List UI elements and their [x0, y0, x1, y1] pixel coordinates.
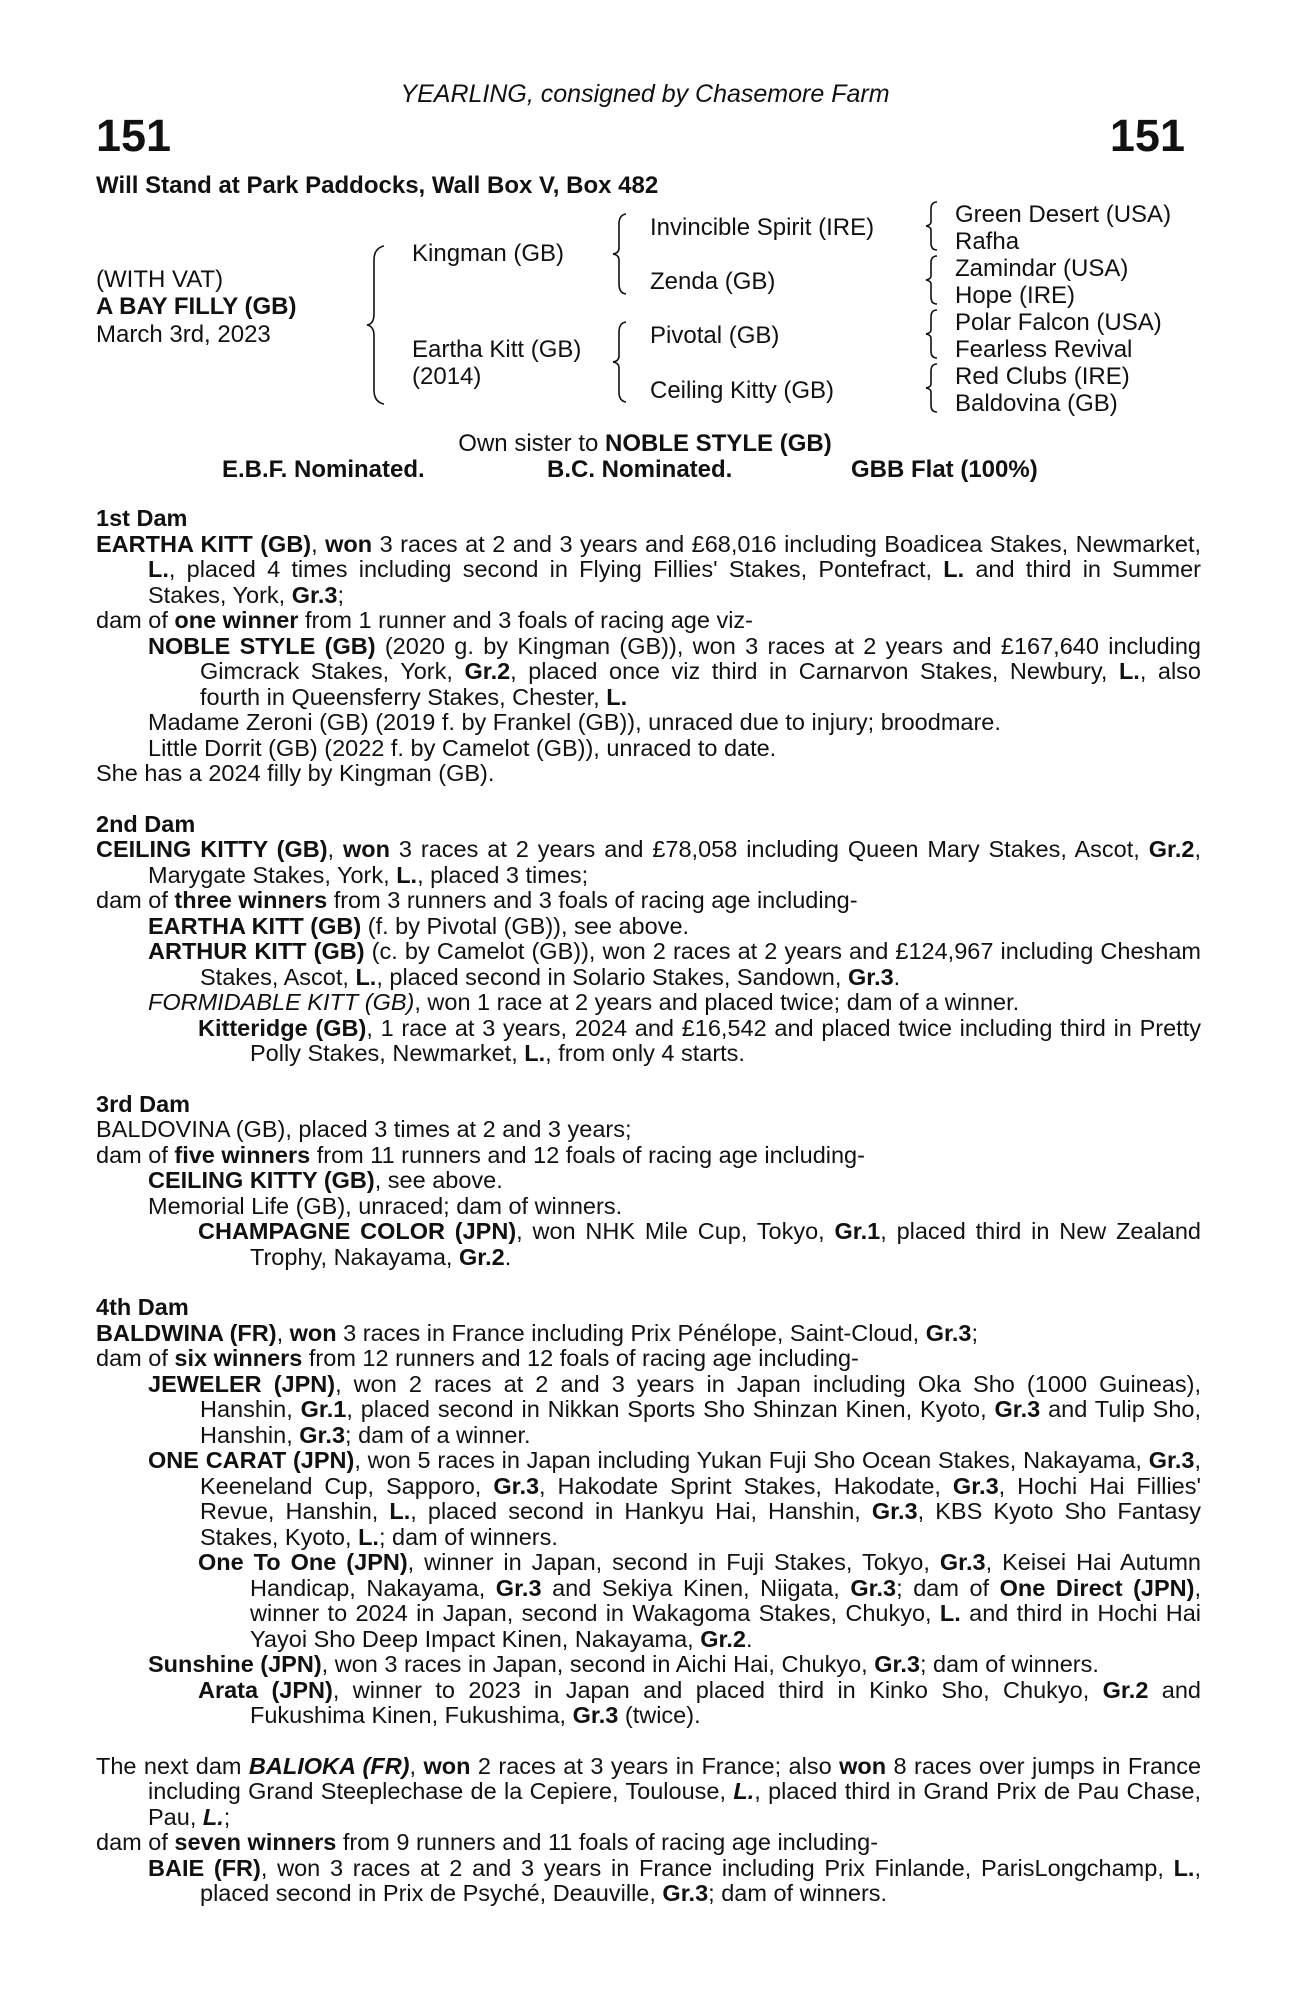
- text: Gr.3: [662, 1880, 709, 1906]
- text: won: [839, 1752, 887, 1779]
- text: L.: [358, 1523, 379, 1550]
- text: Kitteridge (GB): [198, 1014, 367, 1041]
- own-sister-name: NOBLE STYLE (GB): [605, 430, 832, 457]
- text: Gr.3: [847, 963, 894, 990]
- dam1-name: EARTHA KITT (GB): [96, 530, 312, 557]
- consignor-subtitle: YEARLING, consigned by Chasemore Farm: [400, 80, 890, 108]
- text: and third in Hochi Hai Yayoi Sho Deep Impact Kinen, Nakayama,: [250, 1600, 1202, 1652]
- text: L.: [389, 1498, 411, 1524]
- pedigree-gen3-2: Rafha: [955, 228, 1020, 255]
- pedigree-gen2-3: Pivotal (GB): [650, 322, 780, 349]
- dam-lines: [96, 506, 1201, 1907]
- text: seven winners: [174, 1829, 337, 1855]
- dam1-line-1: [96, 532, 1201, 609]
- own-sister-note: [0, 430, 1290, 458]
- dam2-line-6: [96, 1016, 1201, 1067]
- text: EARTHA KITT (GB): [148, 912, 362, 939]
- text: .: [504, 1243, 512, 1270]
- dam3-line-2: [96, 1143, 1201, 1169]
- text: The next dam: [96, 1752, 249, 1779]
- text: , won NHK Mile Cup, Tokyo,: [516, 1218, 835, 1244]
- text: , Keeneland Cup, Sapporo,: [200, 1447, 1202, 1499]
- text: , Marygate Stakes, York,: [148, 836, 1201, 888]
- text: , winner to 2023 in Japan and placed third in Kinko Sho, Chukyo,: [332, 1676, 1103, 1703]
- text: .: [745, 1625, 753, 1652]
- text: , won 2 races at 2 and 3 years in Japan including Oka Sho (1000 Guineas), Hanshin,: [200, 1370, 1201, 1422]
- text: 3 races in France including Prix Pénélope, Saint-Cloud,: [336, 1319, 926, 1346]
- dam1-line-6: She has a 2024 filly by Kingman (GB).: [96, 760, 495, 786]
- text: ;: [223, 1803, 231, 1830]
- text: (f. by Pivotal (GB)), see above.: [361, 912, 690, 939]
- pedigree-gen3-8: Baldovina (GB): [955, 390, 1118, 417]
- text: 2 races at 3 years in France; also: [470, 1752, 840, 1779]
- dam3-line-3: [96, 1168, 1201, 1194]
- text: won: [342, 836, 390, 862]
- text: from 12 runners and 12 foals of racing age including-: [302, 1345, 859, 1371]
- text: one winner: [174, 607, 299, 633]
- pedigree-gen3-1: Green Desert (USA): [955, 201, 1172, 228]
- text: , from only 4 starts.: [545, 1040, 745, 1066]
- text: Gr.2: [458, 1243, 505, 1270]
- text: , placed 3 times;: [417, 861, 589, 888]
- next-dam-line-1: [96, 1754, 1201, 1831]
- pedigree-brace-g3-2: [924, 254, 940, 306]
- text: and Fukushima Kinen, Fukushima,: [250, 1676, 1201, 1728]
- ebf-nomination: E.B.F. Nominated.: [222, 456, 425, 483]
- text: and Sekiya Kinen, Niigata,: [541, 1574, 851, 1601]
- dam1-line-5: Little Dorrit (GB) (2022 f. by Camelot (GB)), unraced to date.: [148, 734, 777, 761]
- dam4-line-3: [96, 1372, 1201, 1449]
- text: from 11 runners and 12 foals of racing age including-: [310, 1141, 865, 1168]
- bc-nomination: B.C. Nominated.: [547, 456, 733, 483]
- text: (c. by Camelot (GB)), won 2 races at 2 years and £124,967 including Chesham Stakes, Ascot,: [200, 938, 1201, 990]
- text: from 1 runner and 3 foals of racing age viz-: [298, 607, 753, 633]
- text: BAIE (FR): [148, 1854, 261, 1881]
- dam3-heading: 3rd Dam: [96, 1090, 191, 1117]
- text: (2020 g. by Kingman (GB)), won 3 races at 2 years and £167,640 including Gimcrack Stakes, York,: [200, 632, 1201, 684]
- text: Gr.2: [700, 1625, 746, 1652]
- text: Gr.3: [572, 1702, 619, 1728]
- text: six winners: [174, 1345, 303, 1371]
- text: and Tulip Sho, Hanshin,: [200, 1396, 1201, 1448]
- spacer: [96, 1270, 1201, 1295]
- text: ; dam of: [896, 1574, 1000, 1601]
- text: dam of: [96, 1345, 175, 1371]
- text: and third in Summer Stakes, York,: [148, 556, 1201, 608]
- spacer: [96, 1067, 1201, 1092]
- dam4-line-6: [96, 1652, 1201, 1678]
- dam-name: Eartha Kitt (GB): [412, 336, 582, 363]
- text: , placed third in New Zealand Trophy, Nakayama,: [250, 1218, 1201, 1270]
- text: Gr.3: [850, 1574, 897, 1601]
- text: , also fourth in Queensferry Stakes, Chester,: [200, 658, 1202, 710]
- text: Gr.3: [939, 1549, 986, 1575]
- lot-number-right: 151: [1109, 110, 1185, 161]
- text: Gr.1: [834, 1218, 881, 1244]
- text: 3 races at 2 years and £78,058 including Queen Mary Stakes, Ascot,: [389, 836, 1149, 862]
- text: ; dam of winners.: [919, 1651, 1099, 1677]
- dam3-line-1: BALDOVINA (GB), placed 3 times at 2 and 3 years;: [96, 1116, 632, 1142]
- text: , 1 race at 3 years, 2024 and £16,542 and placed twice including third in Pretty Polly Stakes, Newmarket,: [250, 1014, 1201, 1066]
- dam1-line-4: Madame Zeroni (GB) (2019 f. by Frankel (GB)), unraced due to injury; broodmare.: [148, 709, 1001, 735]
- dam4-line-5: [96, 1550, 1201, 1652]
- text: FORMIDABLE KITT (GB): [148, 989, 415, 1015]
- text: BALIOKA (FR): [248, 1752, 410, 1779]
- text: Gr.3: [871, 1498, 918, 1524]
- text: , see above.: [374, 1167, 503, 1193]
- text: ; dam of a winner.: [345, 1421, 531, 1448]
- text: won: [289, 1319, 337, 1346]
- text: , Keisei Hai Autumn Handicap, Nakayama,: [250, 1549, 1202, 1601]
- text: , placed once viz third in Carnarvon Stakes, Newbury,: [510, 658, 1119, 684]
- dam2-line-1: [96, 837, 1201, 888]
- text: Gr.2: [1148, 836, 1195, 862]
- text: Gr.3: [952, 1472, 999, 1499]
- text: , winner in Japan, second in Fuji Stakes, Tokyo,: [407, 1549, 940, 1575]
- text: from 3 runners and 3 foals of racing age including-: [327, 887, 858, 913]
- text: ,: [311, 530, 326, 557]
- text: Gr.3: [493, 1472, 540, 1499]
- stand-location: Will Stand at Park Paddocks, Wall Box V, Box 482: [96, 172, 659, 199]
- pedigree-gen2-1: Invincible Spirit (IRE): [650, 214, 875, 241]
- dam3-line-5: [96, 1219, 1201, 1270]
- dam2-line-2: [96, 888, 1201, 914]
- dam4-heading: 4th Dam: [96, 1294, 189, 1320]
- text: 8 races over jumps in France including Grand Steeplechase de la Cepiere, Toulouse,: [148, 1752, 1202, 1804]
- text: , placed third in Grand Prix de Pau Chase, Pau,: [148, 1778, 1201, 1830]
- text: Sunshine (JPN): [148, 1651, 322, 1677]
- text: , Hakodate Sprint Stakes, Hakodate,: [539, 1472, 953, 1499]
- text: , placed second in Hankyu Hai, Hanshin,: [410, 1498, 872, 1524]
- spacer: [96, 1729, 1201, 1754]
- pedigree-gen2-2: Zenda (GB): [650, 268, 776, 295]
- text: Gr.3: [1148, 1447, 1195, 1473]
- dam4-line-1: [96, 1321, 1201, 1347]
- text: Gr.2: [464, 658, 511, 684]
- text: One Direct (JPN): [999, 1574, 1195, 1601]
- text: L.: [733, 1778, 755, 1804]
- text: , winner to 2024 in Japan, second in Wakagoma Stakes, Chukyo,: [250, 1574, 1201, 1626]
- text: Gr.1: [300, 1396, 347, 1422]
- pedigree-brace-sire: [610, 212, 630, 296]
- text: ONE CARAT (JPN): [148, 1447, 355, 1473]
- text: ARTHUR KITT (GB): [148, 938, 365, 964]
- text: dam of: [96, 1829, 175, 1855]
- text: won: [325, 530, 373, 557]
- pedigree-gen3-7: Red Clubs (IRE): [955, 363, 1130, 390]
- text: L.: [939, 1600, 961, 1626]
- text: dam of: [96, 607, 175, 633]
- text: , placed second in Prix de Psyché, Deauville,: [200, 1854, 1201, 1906]
- text: NOBLE STYLE (GB): [148, 632, 376, 659]
- text: five winners: [174, 1141, 311, 1168]
- dam2-heading: 2nd Dam: [96, 810, 196, 837]
- text: Gr.3: [299, 1421, 346, 1448]
- text: , placed second in Nikkan Sports Sho Shinzan Kinen, Kyoto,: [346, 1396, 995, 1422]
- dam-year: (2014): [412, 363, 482, 390]
- dam2-line-4: [96, 939, 1201, 990]
- text: , placed 4 times including second in Flying Fillies' Stakes, Pontefract,: [168, 556, 944, 582]
- text: L.: [1118, 658, 1140, 684]
- text: CEILING KITTY (GB): [148, 1167, 375, 1193]
- text: won: [423, 1752, 471, 1779]
- text: CEILING KITTY (GB): [96, 836, 328, 862]
- text: Gr.3: [994, 1396, 1041, 1422]
- text: BALDWINA (FR): [96, 1319, 277, 1346]
- text: Gr.3: [925, 1319, 972, 1346]
- pedigree-gen3-3: Zamindar (USA): [955, 255, 1129, 282]
- dam4-line-2: [96, 1346, 1201, 1372]
- text: 3 races at 2 and 3 years and £68,016 including Boadicea Stakes, Newmarket,: [372, 530, 1201, 557]
- text: Gr.2: [1102, 1676, 1149, 1703]
- vat-note: (WITH VAT): [96, 266, 224, 293]
- text: L.: [396, 861, 418, 888]
- pedigree-gen3-5: Polar Falcon (USA): [955, 309, 1162, 336]
- text: One To One (JPN): [198, 1549, 408, 1575]
- text: L.: [524, 1040, 546, 1066]
- pedigree-gen3-4: Hope (IRE): [955, 282, 1076, 309]
- text: , won 1 race at 2 years and placed twice; dam of a winner.: [414, 989, 1020, 1015]
- text: L.: [202, 1803, 224, 1830]
- text: , won 3 races at 2 and 3 years in France including Prix Finlande, ParisLongchamp,: [260, 1854, 1174, 1881]
- dam1-line-3: [96, 634, 1201, 711]
- dam4-line-4: [96, 1448, 1201, 1550]
- pedigree-gen3-6: Fearless Revival: [955, 336, 1133, 363]
- text: L.: [148, 556, 169, 582]
- text: L.: [606, 683, 628, 710]
- text: Gr.3: [874, 1651, 920, 1677]
- text: Gr.3: [291, 581, 338, 608]
- horse-name: A BAY FILLY (GB): [96, 293, 297, 320]
- own-sister-prefix: Own sister to: [458, 430, 606, 457]
- lot-number-left: 151: [96, 110, 172, 161]
- text: , won 5 races in Japan including Yukan Fuji Sho Ocean Stakes, Nakayama,: [354, 1447, 1149, 1473]
- text: L.: [355, 963, 377, 990]
- text: ;: [971, 1319, 979, 1346]
- text: JEWELER (JPN): [148, 1370, 336, 1397]
- pedigree-brace-g3-3: [924, 308, 940, 360]
- next-dam-line-2: [96, 1830, 1201, 1856]
- text: dam of: [96, 1141, 175, 1168]
- text: , KBS Kyoto Sho Fantasy Stakes, Kyoto,: [200, 1498, 1201, 1550]
- dam1-heading: 1st Dam: [96, 505, 188, 531]
- dam2-line-3: [96, 914, 1201, 940]
- text: L.: [943, 556, 965, 582]
- text: ; dam of winners.: [708, 1880, 888, 1906]
- text: dam of: [96, 887, 175, 913]
- text: from 9 runners and 11 foals of racing age including-: [336, 1829, 879, 1855]
- pedigree-gen2-4: Ceiling Kitty (GB): [650, 377, 835, 404]
- dam2-line-5: [96, 990, 1201, 1016]
- text: three winners: [174, 887, 328, 913]
- text: CHAMPAGNE COLOR (JPN): [198, 1218, 517, 1244]
- dam1-line-2: [96, 608, 1201, 634]
- text: , won 3 races in Japan, second in Aichi Hai, Chukyo,: [321, 1651, 875, 1677]
- dam4-line-7: [96, 1678, 1201, 1729]
- text: ,: [276, 1319, 290, 1346]
- text: (twice).: [618, 1702, 701, 1728]
- text: Gr.3: [495, 1574, 542, 1601]
- text: .: [893, 963, 901, 990]
- text: L.: [1173, 1854, 1195, 1881]
- text: ,: [409, 1752, 424, 1779]
- text: ;: [337, 581, 344, 608]
- next-dam-line-3: [96, 1856, 1201, 1907]
- gbb-flat: GBB Flat (100%): [851, 456, 1038, 483]
- text: , Hochi Hai Fillies' Revue, Hanshin,: [200, 1472, 1201, 1524]
- dam3-line-4: Memorial Life (GB), unraced; dam of winners.: [148, 1192, 623, 1219]
- text: ; dam of winners.: [378, 1523, 558, 1550]
- pedigree-brace-main: [364, 244, 388, 406]
- foaling-date: March 3rd, 2023: [96, 321, 271, 348]
- sire-name: Kingman (GB): [412, 240, 565, 267]
- pedigree-brace-g3-4: [924, 362, 940, 414]
- text: Arata (JPN): [198, 1676, 333, 1703]
- text: ,: [327, 836, 343, 862]
- pedigree-brace-g3-1: [924, 200, 940, 252]
- spacer: [96, 787, 1201, 812]
- pedigree-brace-dam: [610, 320, 630, 404]
- text: , placed second in Solario Stakes, Sandown,: [376, 963, 848, 990]
